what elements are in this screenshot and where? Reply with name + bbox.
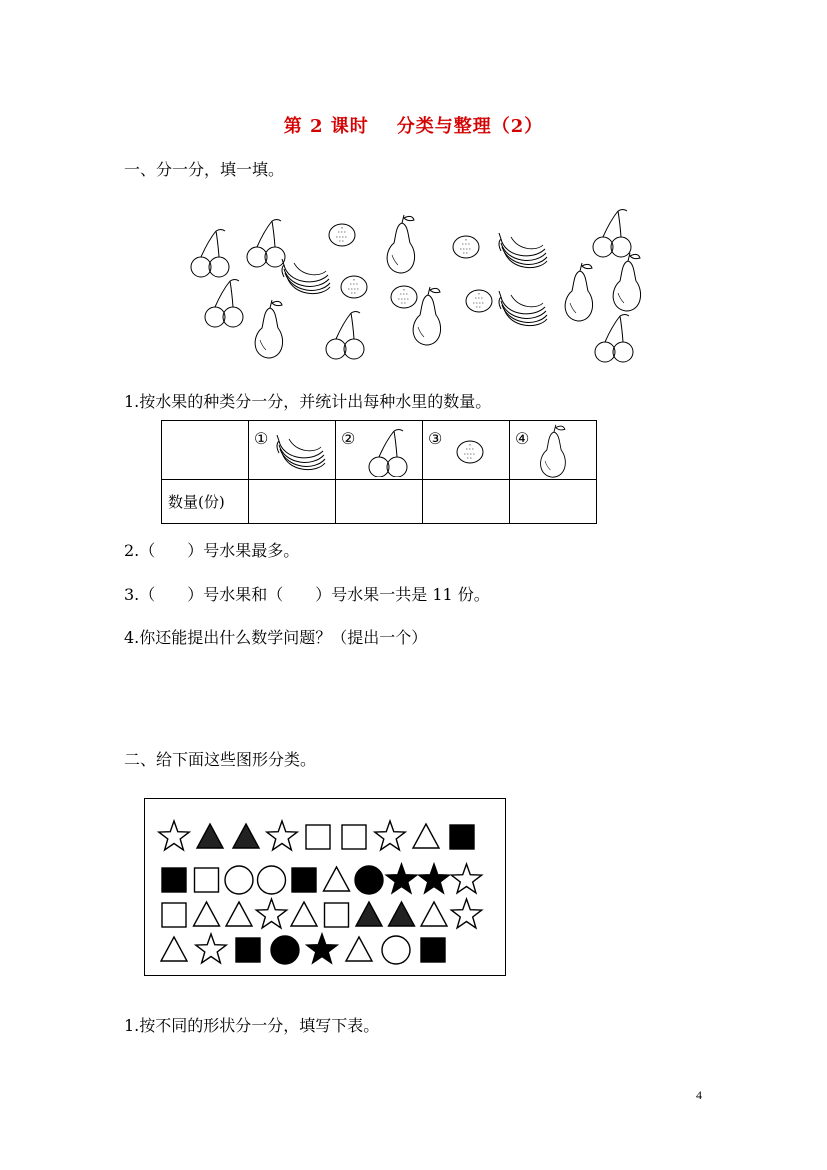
star-filled-shape: [386, 864, 416, 893]
header-number: ③: [428, 429, 443, 448]
star-outline-shape: [267, 821, 297, 850]
triangle-outline-shape: [161, 937, 187, 961]
triangle-outline-shape: [421, 902, 447, 926]
star-outline-shape: [256, 899, 286, 928]
question-2: 2.（ ）号水果最多。: [124, 541, 300, 560]
section1-heading: 一、分一分，填一填。: [124, 160, 285, 179]
triangle-filled-shape: [356, 902, 382, 926]
page-title: [0, 112, 827, 138]
star-outline-shape: [375, 821, 405, 850]
shape-grid: [145, 799, 505, 975]
count-cell[interactable]: [423, 480, 510, 524]
shape-grid-box: [144, 798, 506, 976]
circle-filled-shape: [271, 936, 299, 964]
triangle-outline-shape: [291, 902, 317, 926]
question-1: 1.按水果的种类分一分，并统计出每种水里的数量。: [124, 392, 492, 411]
section2-heading: 二、给下面这些图形分类。: [124, 750, 317, 769]
fruit-count-table: [161, 420, 597, 524]
circle-outline-shape: [258, 866, 286, 894]
count-cell[interactable]: [249, 480, 336, 524]
star-outline-shape: [196, 934, 226, 963]
cherry-icon: [368, 427, 408, 477]
square-filled-shape: [450, 825, 474, 849]
question-4: 4.你还能提出什么数学问题？（提出一个）: [124, 628, 428, 647]
star-filled-shape: [419, 864, 449, 893]
circle-outline-shape: [382, 936, 410, 964]
triangle-filled-shape: [389, 902, 415, 926]
fruit-illustration: [180, 205, 670, 365]
header-banana: [249, 421, 336, 480]
square-outline-shape: [342, 825, 366, 849]
square-filled-shape: [162, 868, 186, 892]
pear-icon: [534, 423, 574, 479]
square-filled-shape: [292, 868, 316, 892]
star-outline-shape: [159, 821, 189, 850]
star-outline-shape: [451, 899, 481, 928]
row-label: 数量(份): [162, 480, 249, 524]
star-outline-shape: [451, 864, 481, 893]
header-pear: [510, 421, 597, 480]
circle-outline-shape: [225, 866, 253, 894]
orange-icon: [453, 435, 487, 469]
triangle-outline-shape: [346, 937, 372, 961]
triangle-outline-shape: [226, 902, 252, 926]
count-cell[interactable]: [336, 480, 423, 524]
square-filled-shape: [236, 938, 260, 962]
header-number: ②: [341, 429, 356, 448]
lesson-topic: 分类与整理（2）: [396, 116, 544, 137]
square-filled-shape: [421, 938, 445, 962]
square-outline-shape: [162, 903, 186, 927]
triangle-filled-shape: [233, 824, 259, 848]
banana-icon: [273, 429, 329, 473]
table-corner-cell: [162, 421, 249, 480]
section2-question-1: 1.按不同的形状分一分，填写下表。: [124, 1016, 380, 1035]
triangle-outline-shape: [324, 867, 350, 891]
square-outline-shape: [325, 903, 349, 927]
header-orange: [423, 421, 510, 480]
count-cell[interactable]: [510, 480, 597, 524]
triangle-outline-shape: [413, 824, 439, 848]
header-cherry: [336, 421, 423, 480]
square-outline-shape: [306, 825, 330, 849]
header-number: ①: [254, 429, 269, 448]
lesson-number: 第 2 课时: [283, 116, 369, 137]
triangle-filled-shape: [197, 824, 223, 848]
square-outline-shape: [195, 868, 219, 892]
question-3: 3.（ ）号水果和（ ）号水果一共是 11 份。: [124, 585, 490, 604]
triangle-outline-shape: [194, 902, 220, 926]
header-number: ④: [515, 429, 530, 448]
star-filled-shape: [307, 934, 337, 963]
circle-filled-shape: [355, 866, 383, 894]
page-number: 4: [696, 1088, 702, 1102]
